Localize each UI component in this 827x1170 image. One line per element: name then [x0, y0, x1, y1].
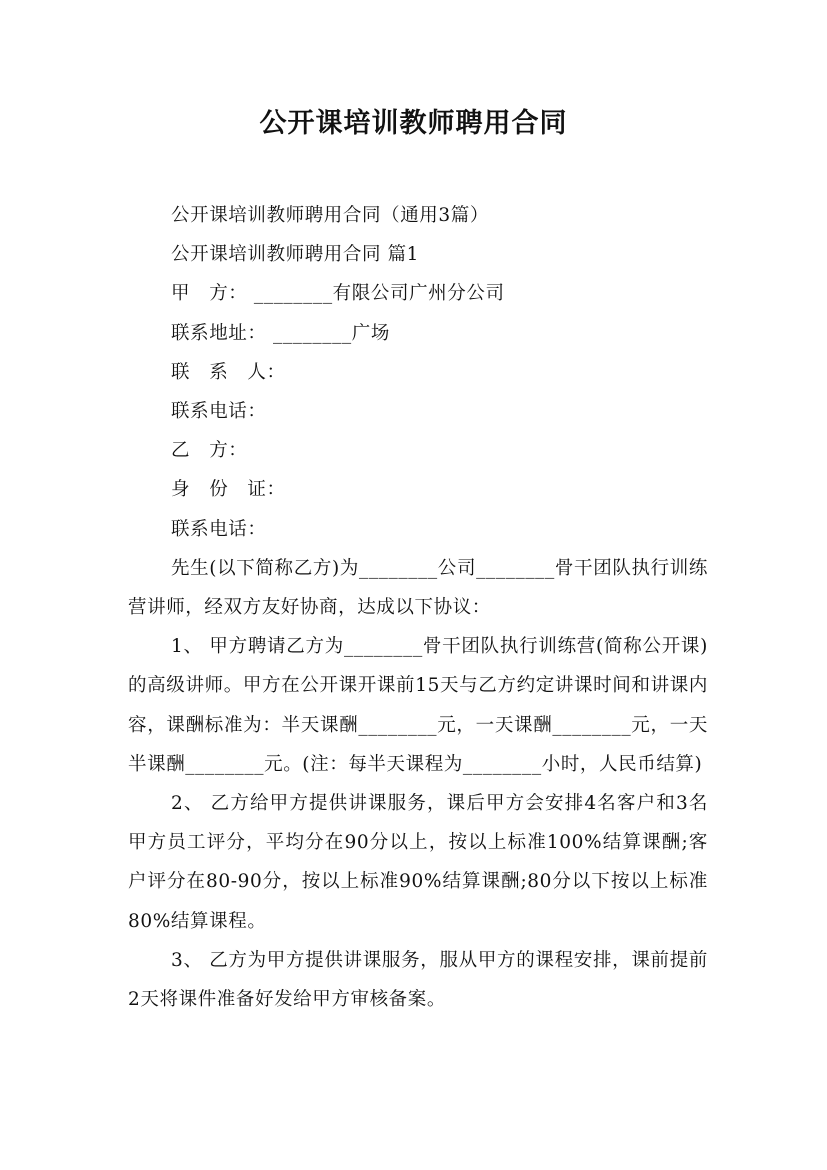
paragraph-party-b: 乙 方：: [171, 440, 248, 462]
document-title: 公开课培训教师聘用合同: [259, 108, 568, 139]
paragraph-clause-1: 1、 甲方聘请乙方为________骨干团队执行训练营(简称公开课)的高级讲师。甲方在公开课开课前15天与乙方约定讲课时间和讲课内容，课酬标准为：半天课酬________元，一天课酬________元，一天半课酬________元。(注：每半天课程为________小时，人民币结算): [128, 636, 708, 775]
paragraph-contact-person: 联 系 人：: [171, 361, 286, 383]
paragraph-id-card: 身 份 证：: [171, 479, 286, 501]
paragraph-contact-phone-b: 联系电话：: [171, 518, 267, 540]
paragraph-clause-2: 2、 乙方给甲方提供讲课服务，课后甲方会安排4名客户和3名甲方员工评分，平均分在90分以上，按以上标准100%结算课酬;客户评分在80-90分，按以上标准90%结算课酬;80分以下按以上标准80%结算课程。: [128, 793, 708, 932]
paragraph-contact-phone-a: 联系电话：: [171, 401, 267, 423]
paragraph-clause-3: 3、 乙方为甲方提供讲课服务，服从甲方的课程安排，课前提前2天将课件准备好发给甲方审核备案。: [128, 949, 708, 1011]
paragraph-contact-address: 联系地址： ________广场: [171, 322, 390, 344]
paragraph-party-a: 甲 方： ________有限公司广州分公司: [171, 283, 505, 305]
document-body: [128, 196, 708, 1019]
paragraph-section-heading: 公开课培训教师聘用合同 篇1: [171, 244, 420, 266]
paragraph-preamble: 先生(以下简称乙方)为________公司________骨干团队执行训练营讲师，经双方友好协商，达成以下协议：: [128, 557, 708, 619]
paragraph-subtitle: 公开课培训教师聘用合同（通用3篇）: [171, 205, 489, 226]
